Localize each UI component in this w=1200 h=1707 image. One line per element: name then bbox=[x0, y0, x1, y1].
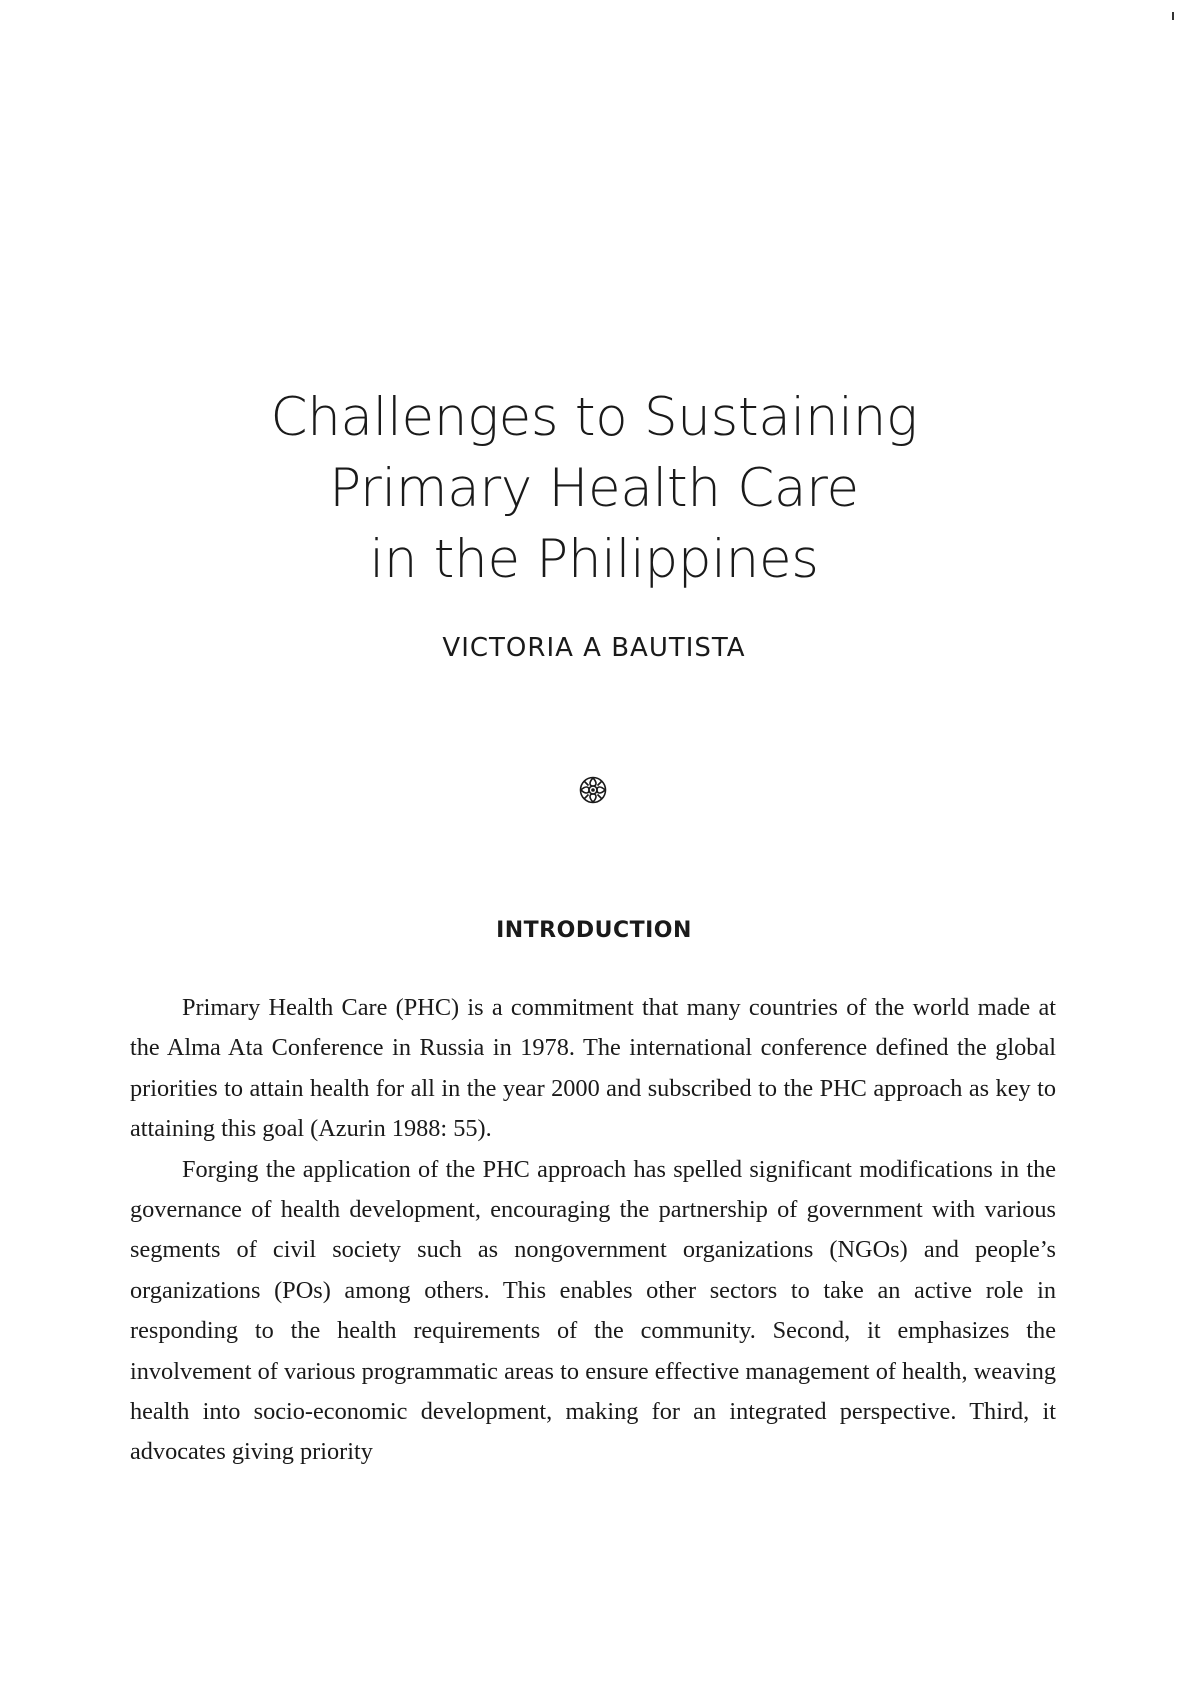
paragraph-1: Primary Health Care (PHC) is a commitment that many countries of the world made at the Alma Ata Conference in Russia in 1978. The international conference defined the global priorities to attain health for all in the year 2000 and subscribed to the PHC approach as key to attaining this goal (Azurin 1988: 55). bbox=[130, 994, 1056, 1143]
author-name: VICTORIA A BAUTISTA bbox=[442, 633, 746, 663]
title-line-2: Primary Health Care bbox=[329, 458, 859, 519]
chapter-title bbox=[0, 382, 1188, 595]
paragraph-2: Forging the application of the PHC approach has spelled significant modifications in the governance of health development, encouraging the partnership of government with various segments of civil society such as nongovernment organizations (NGOs) and people’s organizations (POs) among others. This enables other sectors to take an active role in responding to the health requirements of the community. Second, it emphasizes the involvement of various programmatic areas to ensure effective management of health, weaving health into socio-economic development, making for an integrated perspective. Third, it advocates giving priority bbox=[130, 1155, 1056, 1466]
title-line-3: in the Philippines bbox=[369, 529, 819, 590]
floral-ornament-icon bbox=[578, 775, 608, 805]
body-text bbox=[130, 988, 1056, 1473]
scan-mark bbox=[1172, 12, 1174, 20]
section-heading: INTRODUCTION bbox=[496, 918, 692, 943]
title-line-1: Challenges to Sustaining bbox=[270, 387, 918, 448]
